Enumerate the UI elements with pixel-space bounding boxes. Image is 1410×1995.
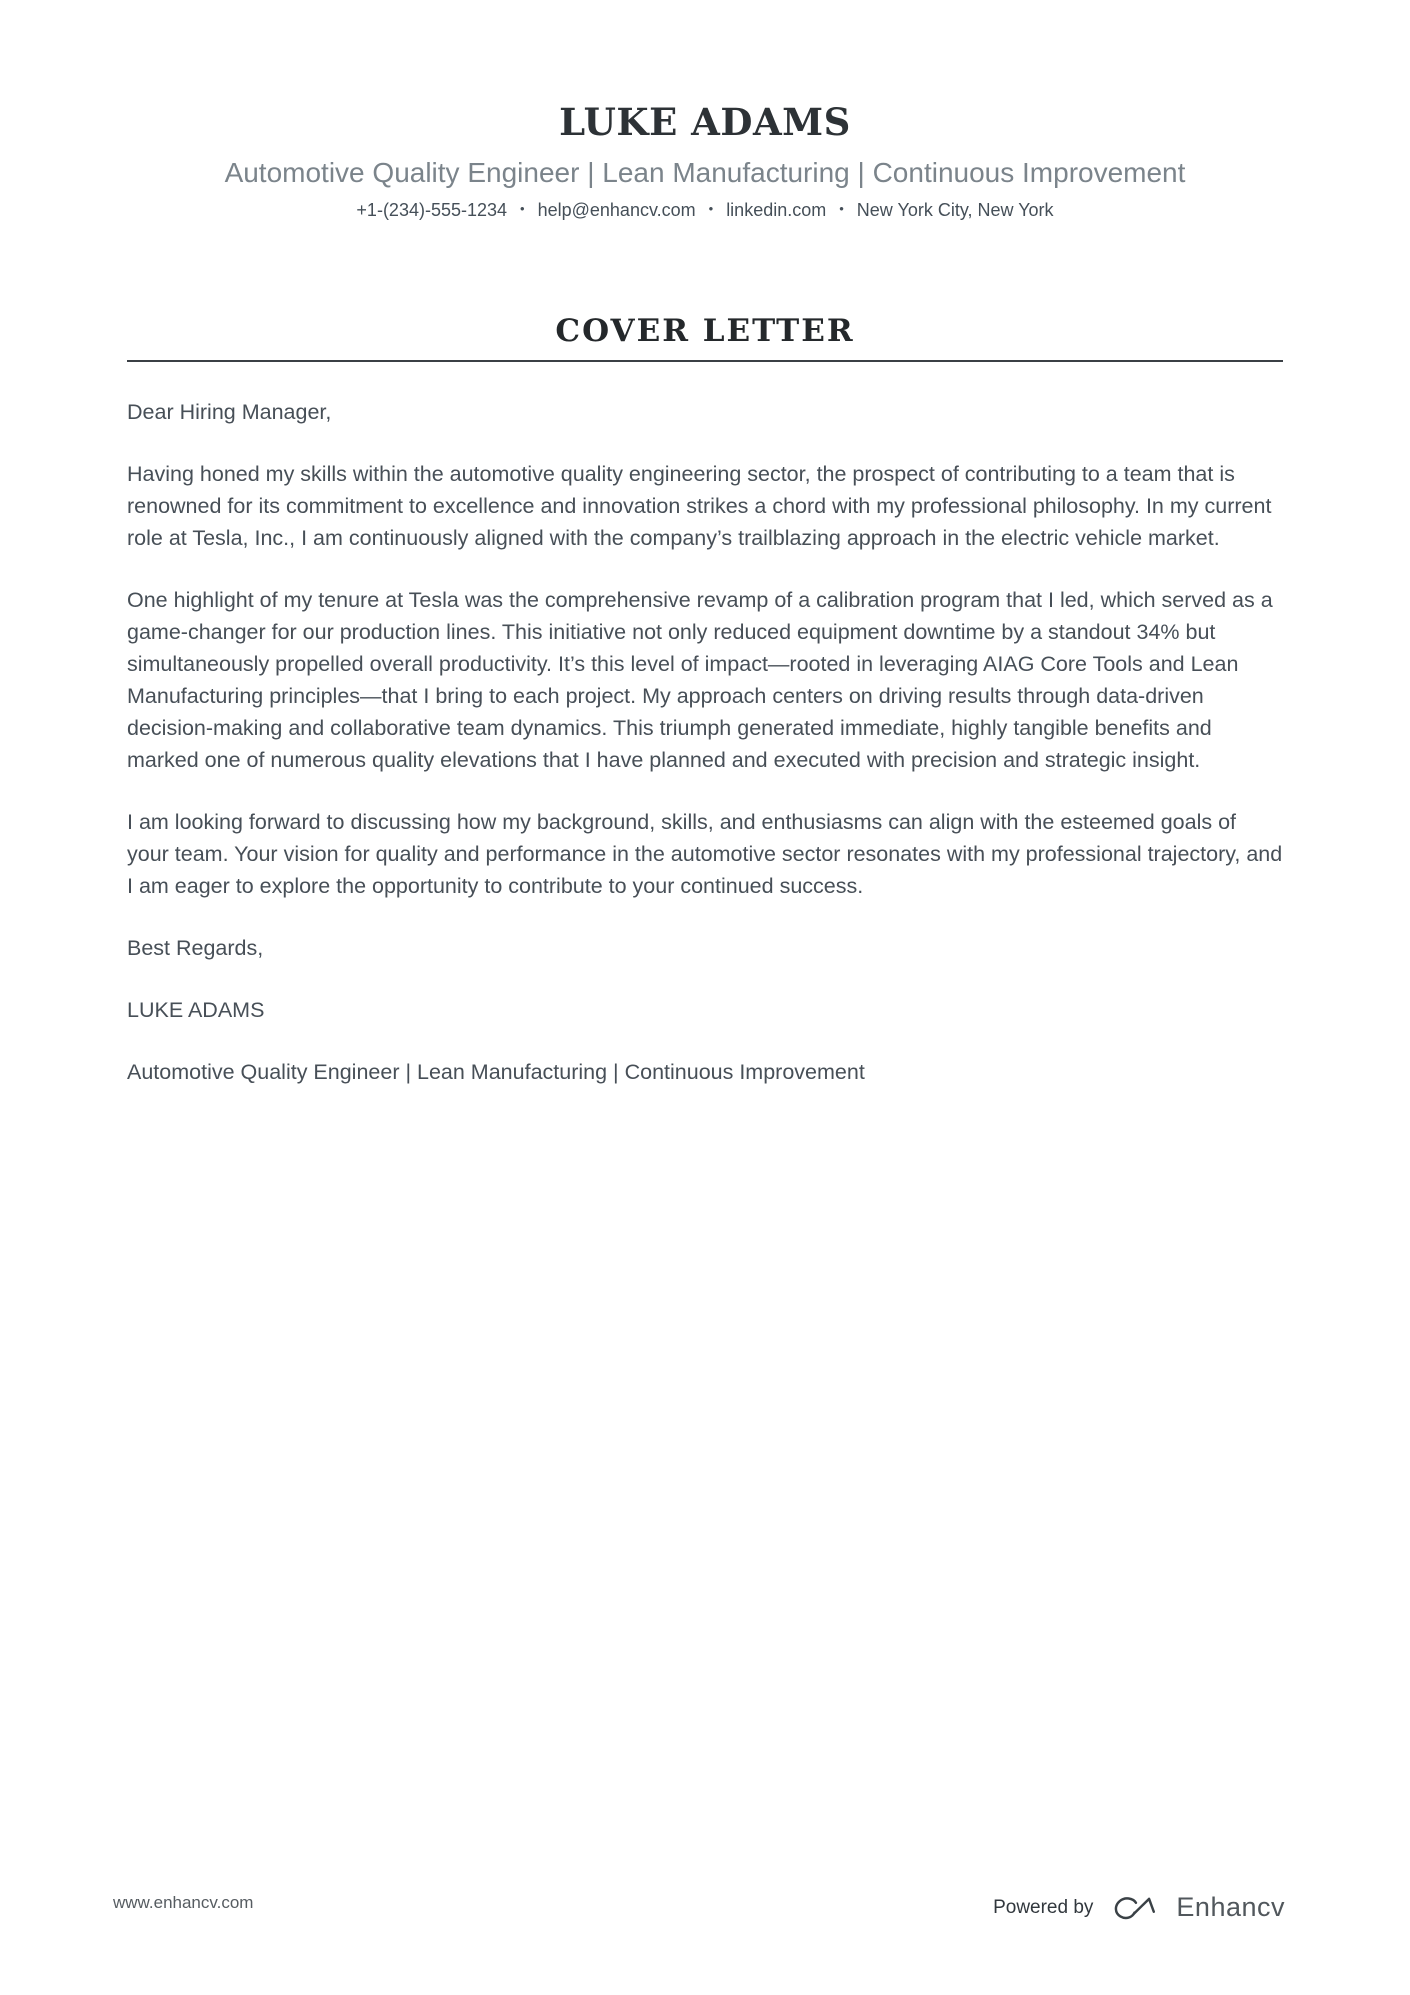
body-paragraph-2: One highlight of my tenure at Tesla was the comprehensive revamp of a calibration program that I led, which served as a game-changer for our production lines. This initiative not only reduced equipment downtime by a standout 34% but simultaneously propelled overall productivity. It’s this level of impact—rooted in leveraging AIAG Core Tools and Lean Manufacturing principles—that I bring to each project. My approach centers on driving results through data-driven decision-making and collaborative team dynamics. This triumph generated immediate, highly tangible benefits and marked one of numerous quality elevations that I have planned and executed with precision and strategic insight. (127, 588, 1273, 772)
bullet-separator-icon: • (839, 201, 844, 216)
bullet-separator-icon: • (520, 201, 525, 216)
greeting-paragraph: Dear Hiring Manager, (127, 400, 332, 424)
person-headline: Automotive Quality Engineer | Lean Manufacturing | Continuous Improvement (224, 157, 1186, 188)
document-header (0, 0, 1410, 222)
contact-email[interactable]: help@enhancv.com (537, 200, 696, 220)
section-header (0, 312, 1410, 362)
powered-by-group[interactable] (993, 1892, 1285, 1923)
letter-body (127, 396, 1283, 1088)
signature-title: Automotive Quality Engineer | Lean Manufacturing | Continuous Improvement (127, 1060, 865, 1084)
footer-website-link[interactable]: www.enhancv.com (113, 1893, 254, 1912)
enhancv-wordmark: Enhancv (1176, 1892, 1285, 1922)
contact-linkedin[interactable]: linkedin.com (726, 200, 827, 220)
person-name: LUKE ADAMS (559, 100, 851, 144)
contact-bar (0, 198, 1410, 222)
powered-by-label: Powered by (993, 1896, 1094, 1918)
contact-location: New York City, New York (856, 200, 1054, 220)
body-paragraph-1: Having honed my skills within the automotive quality engineering sector, the prospect of contributing to a team that is renowned for its commitment to excellence and innovation strikes a chord with my professional philosophy. In my current role at Tesla, Inc., I am continuously aligned with the company’s trailblazing approach in the electric vehicle market. (127, 462, 1272, 550)
contact-phone: +1-(234)-555-1234 (356, 200, 508, 220)
body-paragraph-3: I am looking forward to discussing how my background, skills, and enthusiasms can align with the esteemed goals of your team. Your vision for quality and performance in the automotive sector resonates with my professional trajectory, and I am eager to explore the opportunity to contribute to your continued success. (127, 810, 1283, 898)
title-underline (127, 360, 1283, 362)
enhancv-infinity-logo-icon (1111, 1895, 1158, 1920)
cover-letter-title: COVER LETTER (555, 313, 855, 349)
signature-name: LUKE ADAMS (127, 998, 265, 1022)
bullet-separator-icon: • (708, 201, 714, 216)
signoff-paragraph: Best Regards, (127, 936, 264, 960)
